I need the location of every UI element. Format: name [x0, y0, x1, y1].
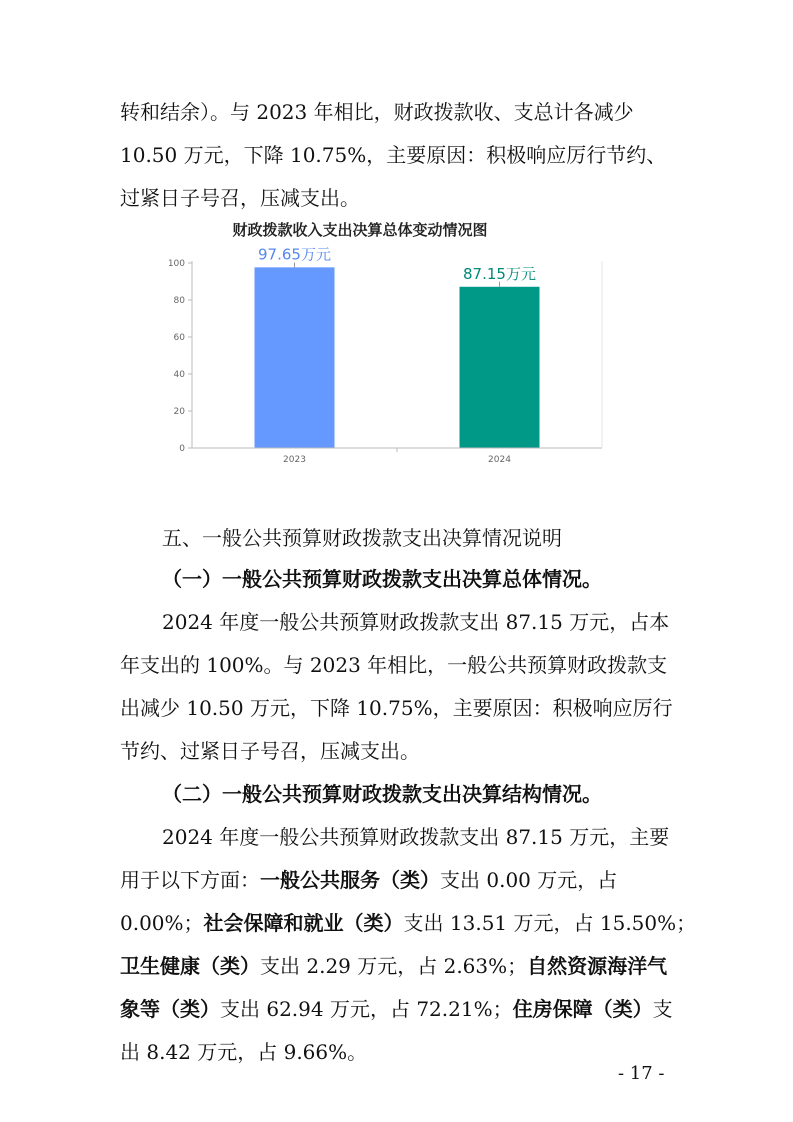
- text-line: 出减少 10.50 万元，下降 10.75%，主要原因：积极响应厉行: [120, 696, 673, 720]
- y-tick-label: 80: [173, 296, 185, 306]
- category-name: 住房保障（类）: [512, 997, 653, 1021]
- text-run: 用于以下方面：: [120, 868, 260, 892]
- text-line: 过紧日子号召，压减支出。: [120, 186, 360, 210]
- section-heading: 五、一般公共预算财政拨款支出决算情况说明: [162, 526, 562, 550]
- text-line: [120, 911, 696, 935]
- bar: [460, 287, 540, 448]
- text-line: 出 8.42 万元，占 9.66%。: [120, 1040, 368, 1064]
- category-name: 一般公共服务（类）: [260, 868, 440, 892]
- text-run: 0.00%；: [120, 911, 204, 935]
- bar-chart: [160, 210, 620, 470]
- x-axis: [192, 261, 602, 465]
- chart-title: 财政拨款收入支出决算总体变动情况图: [232, 221, 488, 239]
- bar: [255, 267, 335, 448]
- y-tick-label: 0: [179, 444, 185, 454]
- text-line: 节约、过紧日子号召，压减支出。: [120, 739, 420, 763]
- subsection-2-heading: （二）一般公共预算财政拨款支出决算结构情况。: [162, 782, 602, 806]
- category-name: 自然资源海洋气: [527, 954, 668, 978]
- y-tick-label: 20: [173, 407, 185, 417]
- text-run: 支: [652, 997, 673, 1021]
- y-tick-label: 100: [167, 259, 185, 269]
- text-line: 2024 年度一般公共预算财政拨款支出 87.15 万元，占本: [162, 610, 670, 634]
- subsection-1-heading: （一）一般公共预算财政拨款支出决算总体情况。: [162, 567, 602, 591]
- text-line: 年支出的 100%。与 2023 年相比，一般公共预算财政拨款支: [120, 653, 668, 677]
- category-name: 卫生健康（类）: [120, 954, 260, 978]
- x-tick-label: 2023: [283, 455, 306, 465]
- text-run: 支出 0.00 万元，占: [440, 868, 618, 892]
- category-name: 象等（类）: [120, 997, 220, 1021]
- category-name: 社会保障和就业（类）: [203, 911, 404, 935]
- data-label: 87.15万元: [463, 264, 536, 283]
- data-label: 97.65万元: [258, 245, 331, 264]
- text-run: 支出 13.51 万元，占 15.50%；: [403, 911, 697, 935]
- text-run: 支出 62.94 万元，占 72.21%；: [220, 997, 513, 1021]
- y-tick-label: 40: [173, 370, 185, 380]
- y-tick-label: 60: [173, 333, 185, 343]
- text-line: 2024 年度一般公共预算财政拨款支出 87.15 万元，主要: [162, 825, 670, 849]
- text-line: [120, 954, 667, 978]
- x-tick-label: 2024: [488, 455, 511, 465]
- text-line: [120, 868, 617, 892]
- page-number: - 17 -: [618, 1063, 665, 1084]
- text-line: 10.50 万元，下降 10.75%，主要原因：积极响应厉行节约、: [120, 143, 667, 167]
- text-run: 支出 2.29 万元，占 2.63%；: [260, 954, 528, 978]
- text-line: [120, 997, 673, 1021]
- text-line: 转和结余）。与 2023 年相比，财政拨款收、支总计各减少: [120, 100, 634, 124]
- y-axis: [168, 259, 192, 454]
- bars-group: [255, 245, 540, 448]
